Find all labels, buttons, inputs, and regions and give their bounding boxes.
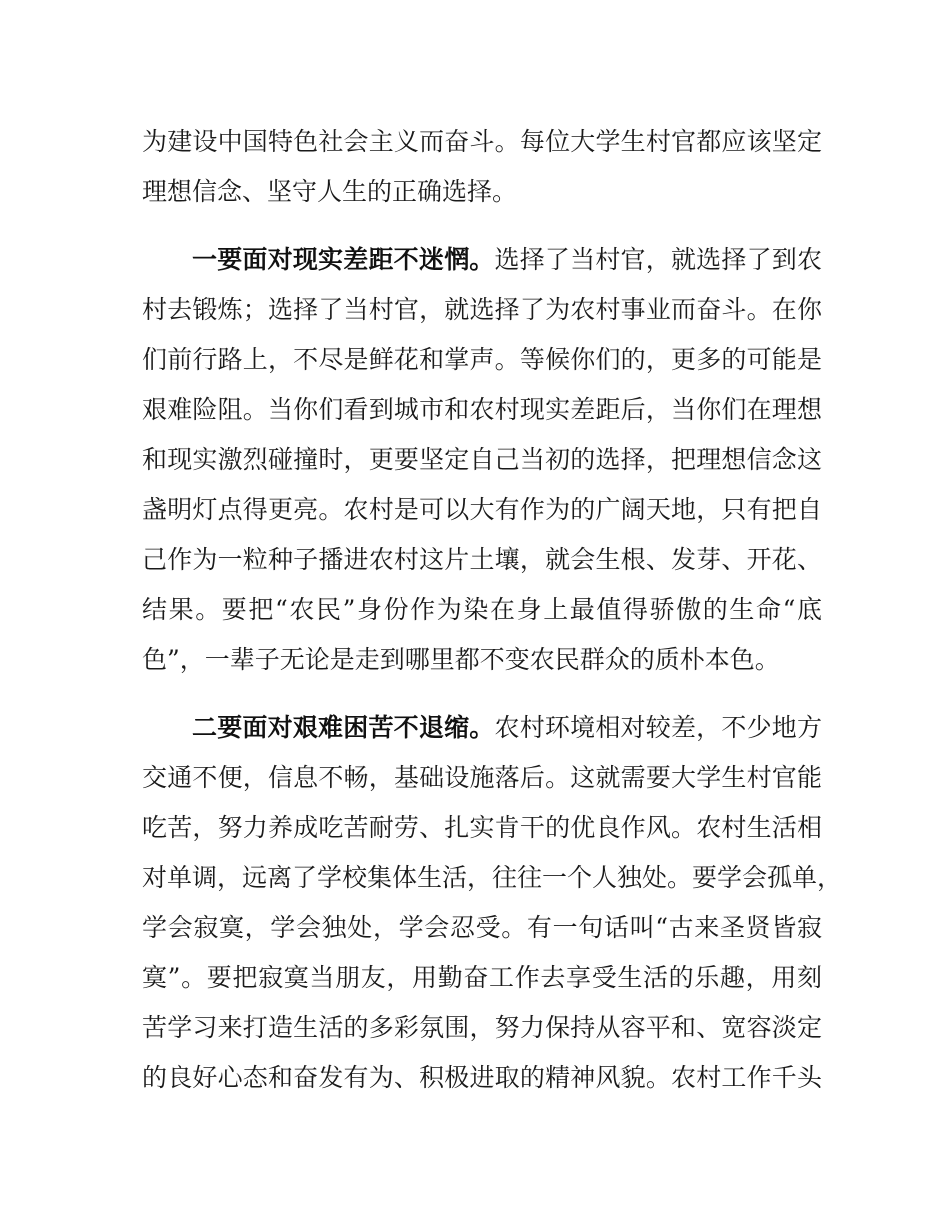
paragraph-1-line-1: 为建设中国特色社会主义而奋斗。每位大学生村官都应该坚定 (142, 127, 822, 156)
paragraph-3-heading: 二要面对艰难困苦不退缩。 (192, 713, 495, 742)
paragraph-2-line-6: 盏明灯点得更亮。农村是可以大有作为的广阔天地，只有把自 (142, 495, 822, 524)
paragraph-2-line-1 (192, 240, 822, 280)
paragraph-2-line-8: 结果。要把“农民”身份作为染在身上最值得骄傲的生命“底 (142, 595, 822, 624)
paragraph-2-line-4: 艰难险阻。当你们看到城市和农村现实差距后，当你们在理想 (142, 395, 822, 424)
paragraph-3-line-8: 的良好心态和奋发有为、积极进取的精神风貌。农村工作千头 (142, 1063, 822, 1092)
paragraph-2-line-9: 色”，一辈子无论是走到哪里都不变农民群众的质朴本色。 (142, 645, 780, 674)
paragraph-2-line-3: 们前行路上，不尽是鲜花和掌声。等候你们的，更多的可能是 (142, 345, 822, 374)
paragraph-3-line-2: 交通不便，信息不畅，基础设施落后。这就需要大学生村官能 (142, 763, 822, 792)
paragraph-2-line-5: 和现实激烈碰撞时，更要坚定自己当初的选择，把理想信念这 (142, 445, 822, 474)
paragraph-1-line-2: 理想信念、坚守人生的正确选择。 (142, 177, 518, 206)
paragraph-2-line-1-text: 选择了当村官，就选择了到农 (494, 245, 822, 274)
paragraph-3-line-4: 对单调，远离了学校集体生活，往往一个人独处。要学会孤单， (142, 863, 843, 892)
paragraph-3-line-5: 学会寂寞，学会独处，学会忍受。有一句话叫“古来圣贤皆寂 (142, 913, 822, 942)
paragraph-3-line-1 (192, 708, 822, 748)
paragraph-3-line-3: 吃苦，努力养成吃苦耐劳、扎实肯干的优良作风。农村生活相 (142, 813, 822, 842)
paragraph-3-line-6: 寞”。要把寂寞当朋友，用勤奋工作去享受生活的乐趣，用刻 (142, 963, 822, 992)
paragraph-3-line-1-text: 农村环境相对较差，不少地方 (494, 713, 822, 742)
paragraph-2-line-2: 村去锻炼；选择了当村官，就选择了为农村事业而奋斗。在你 (142, 295, 822, 324)
paragraph-2-heading: 一要面对现实差距不迷惘。 (192, 245, 495, 274)
paragraph-2-line-7: 己作为一粒种子播进农村这片土壤，就会生根、发芽、开花、 (142, 545, 822, 574)
paragraph-3-line-7: 苦学习来打造生活的多彩氛围，努力保持从容平和、宽容淡定 (142, 1013, 822, 1042)
